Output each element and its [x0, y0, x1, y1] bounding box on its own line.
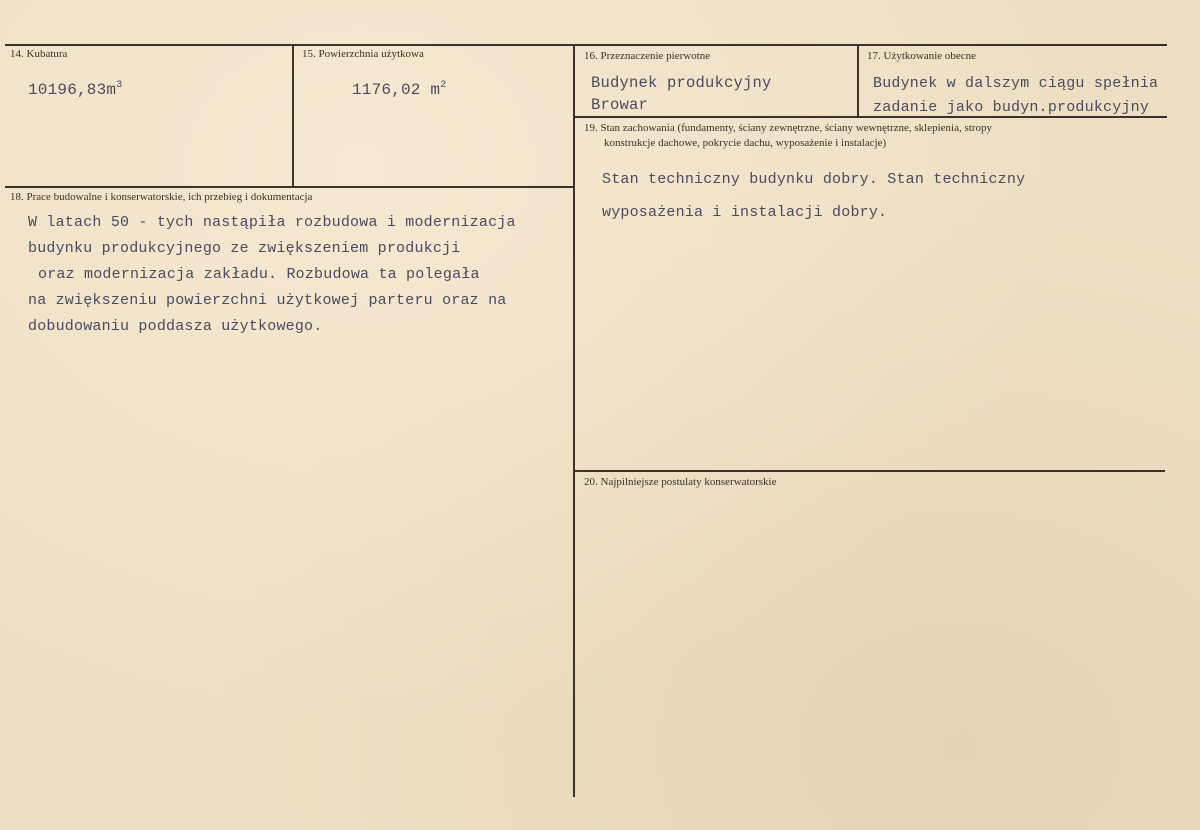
field-15-value [352, 80, 446, 99]
field-19-label-line: 19. Stan zachowania (fundamenty, ściany zewnętrzne, ściany wewnętrzne, sklepienia, stropy [584, 122, 992, 134]
field-18-line: dobudowaniu poddasza użytkowego. [28, 318, 323, 335]
field-17-line: Budynek w dalszym ciągu spełnia [873, 75, 1159, 92]
field-18-line: na zwiększeniu powierzchni użytkowej parteru oraz na [28, 292, 507, 309]
field-15-label: 15. Powierzchnia użytkowa [302, 48, 424, 60]
divider-v-16-17 [857, 45, 859, 117]
field-18-line: W latach 50 - tych nastąpiła rozbudowa i modernizacja [28, 214, 516, 231]
powierzchnia-exponent: 2 [440, 80, 447, 91]
field-19-label [584, 121, 992, 151]
field-16-label: 16. Przeznaczenie pierwotne [584, 50, 711, 62]
field-19-label-line: konstrukcje dachowe, pokrycie dachu, wyposażenie i instalacje) [604, 137, 887, 149]
divider-v-main [573, 45, 575, 797]
divider-h-left-upper [5, 186, 573, 188]
field-18-line: oraz modernizacja zakładu. Rozbudowa ta polegała [38, 266, 480, 283]
powierzchnia-number: 1176,02 m [352, 81, 441, 99]
field-17-label: 17. Użytkowanie obecne [867, 50, 977, 62]
field-20-label: 20. Najpilniejsze postulaty konserwatorskie [584, 476, 777, 488]
field-16-line: Browar [591, 96, 649, 114]
field-16-line: Budynek produkcyjny [591, 74, 772, 92]
field-18-line: budynku produkcyjnego ze zwiększeniem produkcji [28, 240, 461, 257]
field-17-line: zadanie jako budyn.produkcyjny [873, 99, 1150, 116]
field-18-label: 18. Prace budowalne i konserwatorskie, ich przebieg i dokumentacja [10, 191, 313, 203]
divider-v-14-15 [292, 45, 294, 187]
kubatura-exponent: 3 [116, 80, 123, 91]
field-19-value [602, 163, 1025, 229]
kubatura-number: 10196,83m [28, 81, 117, 99]
divider-h-right-lower [575, 470, 1165, 472]
field-17-value [873, 72, 1158, 120]
field-14-label: 14. Kubatura [10, 48, 68, 60]
field-14-value [28, 80, 122, 99]
field-19-line: Stan techniczny budynku dobry. Stan techniczny [602, 171, 1026, 188]
field-19-line: wyposażenia i instalacji dobry. [602, 204, 888, 221]
field-18-value [28, 210, 516, 340]
field-16-value [591, 72, 772, 116]
top-rule [5, 44, 1167, 46]
